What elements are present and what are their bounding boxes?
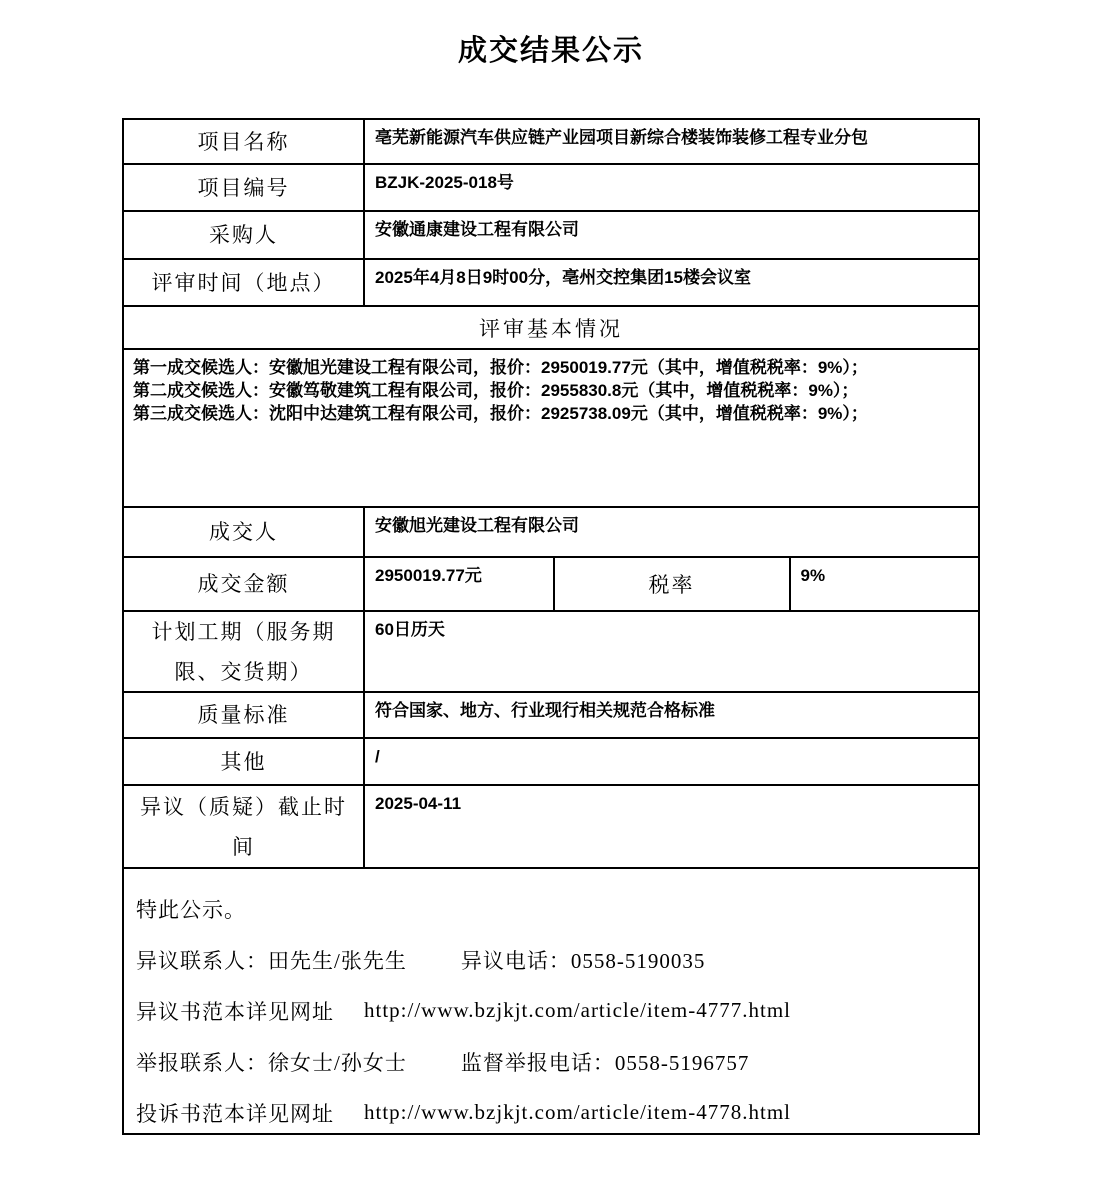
report-contact-text: 举报联系人：徐女士/孙女士 — [136, 1050, 407, 1075]
table-row-review-banner — [124, 307, 978, 350]
report-phone-text: 监督举报电话：0558-5196757 — [460, 1050, 750, 1075]
objection-deadline-label: 异议（质疑）截止时间 — [124, 786, 365, 867]
winner-label: 成交人 — [124, 508, 365, 556]
amount-value: 2950019.77元 — [365, 558, 555, 610]
candidate-line-3: 第三成交候选人：沈阳中达建筑工程有限公司，报价：2925738.09元（其中，增值税税率：9%）； — [133, 404, 868, 423]
table-row-purchaser — [124, 212, 978, 260]
amount-label: 成交金额 — [124, 558, 365, 610]
review-time-value: 2025年4月8日9时00分，亳州交控集团15楼会议室 — [375, 268, 751, 287]
other-label: 其他 — [124, 739, 365, 784]
complaint-template-label: 投诉书范本详见网址 — [136, 1101, 334, 1126]
footer-announcement-line — [136, 883, 966, 934]
candidate-line-2: 第二成交候选人：安徽笃敬建筑工程有限公司，报价：2955830.8元（其中，增值税税率：9%）； — [133, 381, 859, 400]
announcement-text: 特此公示。 — [136, 897, 246, 922]
table-row-candidates — [124, 350, 978, 508]
footer-objection-template-line — [136, 985, 966, 1036]
objection-contact-text: 异议联系人：田先生/张先生 — [136, 948, 407, 973]
table-row-objection-deadline — [124, 786, 978, 869]
winner-value: 安徽旭光建设工程有限公司 — [375, 516, 579, 535]
review-time-label: 评审时间（地点） — [124, 260, 365, 305]
result-table — [122, 118, 980, 1135]
objection-phone-text: 异议电话：0558-5190035 — [460, 948, 706, 973]
footer-cell — [124, 869, 978, 1133]
project-number-label: 项目编号 — [124, 165, 365, 210]
objection-template-label: 异议书范本详见网址 — [136, 999, 334, 1024]
table-row-other — [124, 739, 978, 786]
complaint-template-url: http://www.bzjkjt.com/article/item-4778.html — [364, 1100, 791, 1124]
project-name-value: 亳芜新能源汽车供应链产业园项目新综合楼装饰装修工程专业分包 — [375, 128, 868, 147]
duration-label: 计划工期（服务期限、交货期） — [124, 612, 365, 691]
quality-label: 质量标准 — [124, 693, 365, 737]
table-row-footer — [124, 869, 978, 1133]
table-row-project-name — [124, 120, 978, 165]
duration-value: 60日历天 — [375, 620, 445, 639]
footer-complaint-template-line — [136, 1087, 966, 1138]
project-name-label: 项目名称 — [124, 120, 365, 163]
table-row-review-time — [124, 260, 978, 307]
candidates-cell — [124, 350, 978, 506]
purchaser-value: 安徽通康建设工程有限公司 — [375, 220, 579, 239]
quality-value: 符合国家、地方、行业现行相关规范合格标准 — [375, 701, 715, 720]
footer-report-contact-line — [136, 1036, 966, 1087]
project-number-value: BZJK-2025-018号 — [375, 173, 514, 192]
tax-rate-label: 税率 — [555, 558, 791, 610]
objection-template-url: http://www.bzjkjt.com/article/item-4777.html — [364, 998, 791, 1022]
table-row-winner — [124, 508, 978, 558]
other-value: / — [375, 747, 380, 766]
purchaser-label: 采购人 — [124, 212, 365, 258]
review-banner-text: 评审基本情况 — [479, 316, 623, 341]
objection-deadline-value: 2025-04-11 — [375, 794, 462, 813]
page-title: 成交结果公示 — [457, 35, 644, 67]
table-row-amount — [124, 558, 978, 612]
table-row-quality — [124, 693, 978, 739]
table-row-duration — [124, 612, 978, 693]
table-row-project-number — [124, 165, 978, 212]
footer-objection-contact-line — [136, 934, 966, 985]
candidate-line-1: 第一成交候选人：安徽旭光建设工程有限公司，报价：2950019.77元（其中，增值税税率：9%）； — [133, 358, 868, 377]
tax-rate-value: 9% — [800, 566, 826, 585]
